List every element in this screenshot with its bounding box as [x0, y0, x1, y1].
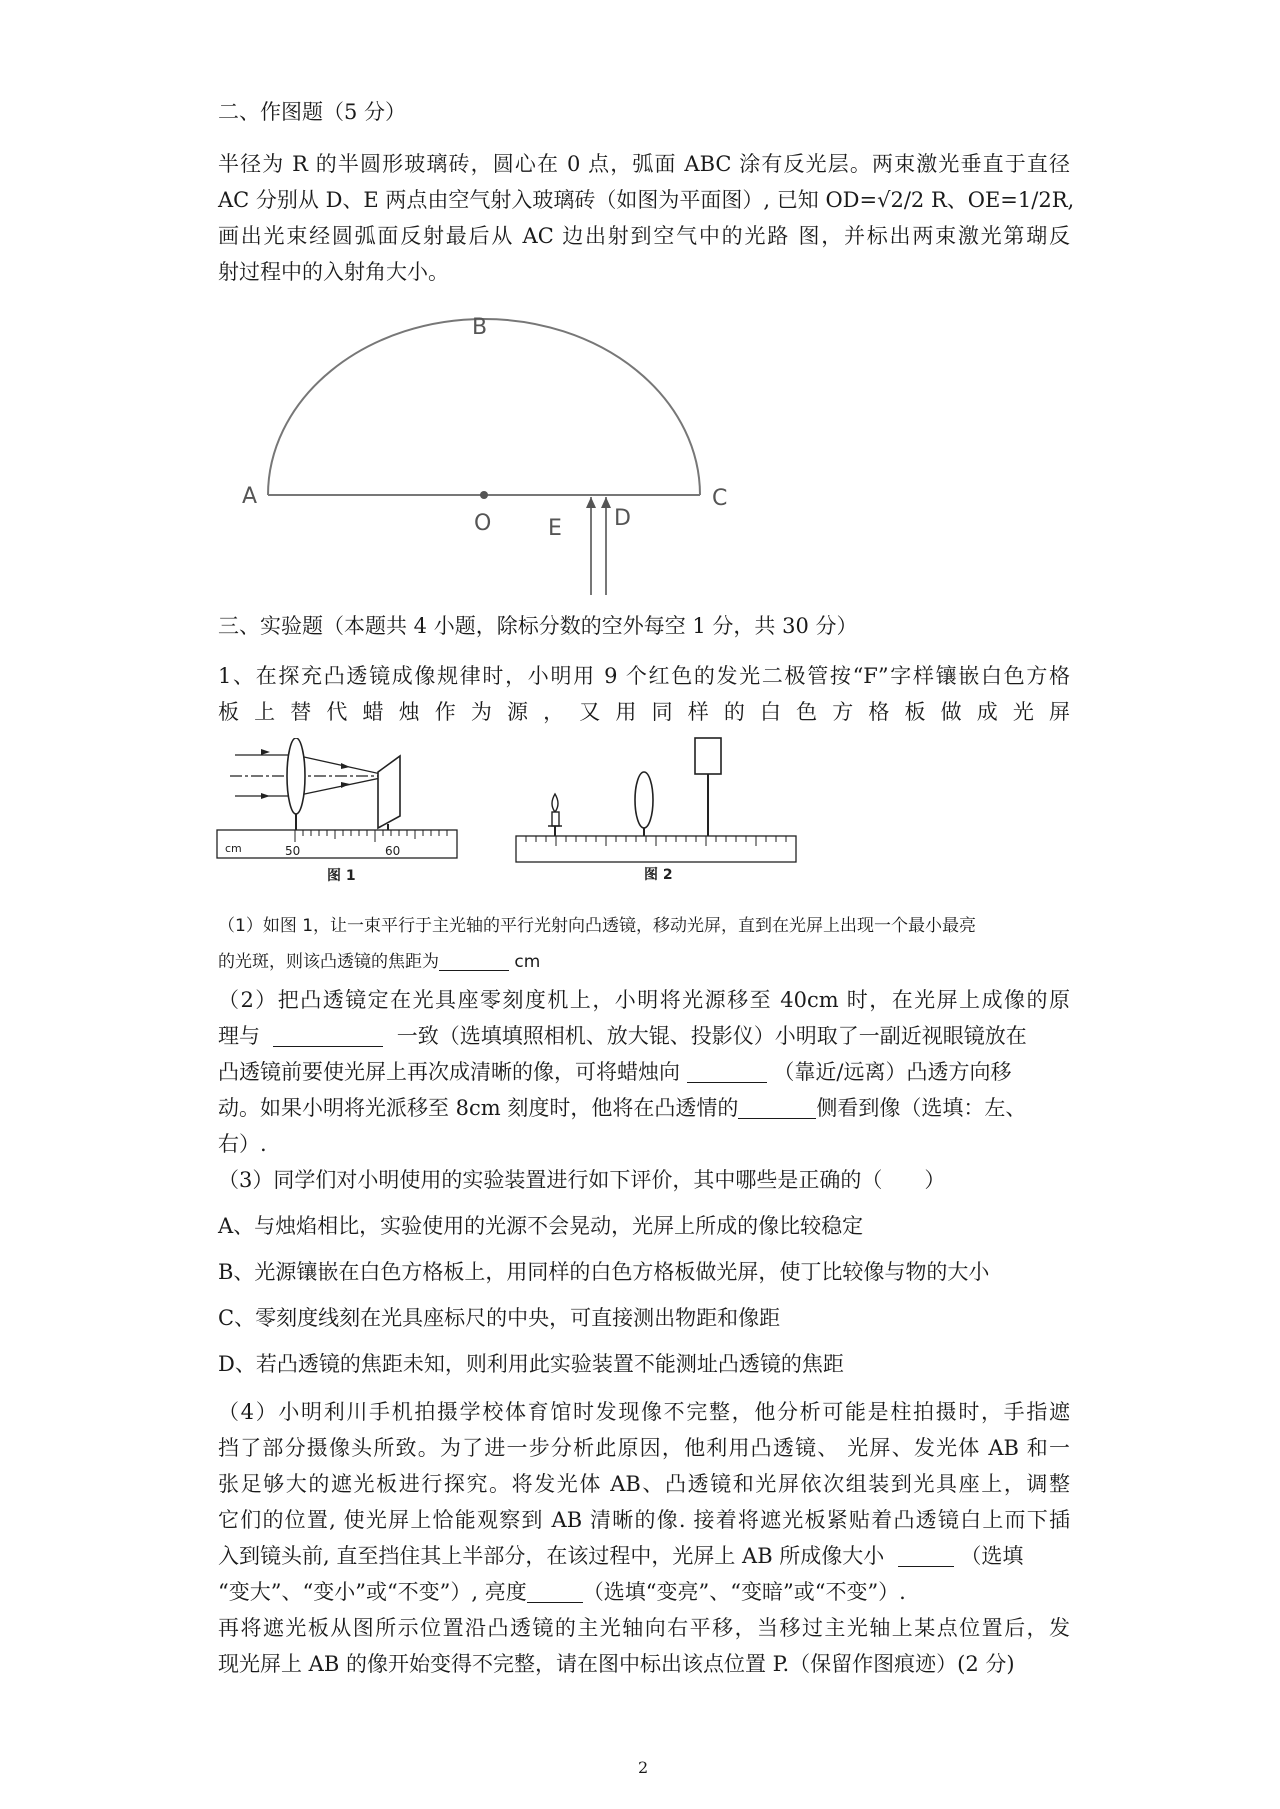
p1-line-2 — [218, 948, 540, 976]
label-a: A — [242, 484, 258, 509]
section2-line-1: 半径为 R 的半圆形玻璃砖，圆心在 0 点，弧面 ABC 涂有反光层。两束激光垂直于直径 — [218, 152, 1070, 176]
section2-line-2: AC 分别从 D、E 两点由空气射入玻璃砖（如图为平面图）, 已知 OD=√2/2 R、OE=1/2R, — [218, 188, 1075, 212]
p4-line-5: 入到镜头前, 直至挡住其上半部分，在该过程中，光屏上 AB 所成像大小 （选填 — [218, 1544, 1024, 1568]
p3-option-b[interactable]: B、光源镶嵌在白色方格板上，用同样的白色方格板做光屏，使丁比较像与物的大小 — [218, 1260, 990, 1284]
p4-line-3: 张足够大的遮光板进行探究。将发光体 AB、凸透镜和光屏依次组装到光具座上，调整 — [218, 1472, 1070, 1496]
answer-blank-brightness[interactable] — [527, 1582, 583, 1603]
figure-1 — [215, 738, 465, 886]
p4-line-1: （4）小明利川手机拍摄学校体育馆时发现像不完整，他分析可能是柱拍摄时，手指遮 — [218, 1400, 1070, 1424]
optical-bench — [217, 830, 457, 858]
p2-line-3: 凸透镜前要使光屏上再次成清晰的像，可将蜡烛向 （靠近/远离）凸透方向移 — [218, 1060, 1012, 1084]
p1-text: 的光斑，则该凸透镜的焦距为 — [218, 952, 439, 972]
unit-label: cm — [225, 842, 242, 855]
p4-line-4: 它们的位置, 使光屏上恰能观察到 AB 清晰的像. 接着将遮光板紧贴着凸透镜白上而下插 — [218, 1508, 1070, 1532]
candle-flame — [552, 794, 558, 812]
p3-option-c[interactable]: C、零刻度线刻在光具座标尺的中央，可直接测出物距和像距 — [218, 1306, 781, 1330]
p2-line-1: （2）把凸透镜定在光具座零刻度机上，小明将光源移至 40cm 时，在光屏上成像的原 — [218, 988, 1070, 1012]
p3-stem: （3）同学们对小明使用的实验装置进行如下评价，其中哪些是正确的（ ） — [218, 1168, 946, 1192]
screen-2 — [695, 738, 721, 774]
p3-option-a[interactable]: A、与烛焰相比，实验使用的光源不会晃动，光屏上所成的像比较稳定 — [218, 1214, 864, 1238]
section2-heading: 二、作图题（5 分） — [218, 100, 407, 124]
q1-line-2: 板上替代蜡烛作为源，又用同样的白色方格板做成光屏 — [218, 700, 1070, 724]
light-screen — [378, 756, 400, 828]
p3-option-d[interactable]: D、若凸透镜的焦距未知，则利用此实验装置不能测址凸透镜的焦距 — [218, 1352, 844, 1376]
semicircle-figure — [230, 305, 750, 605]
convex-lens — [287, 738, 305, 814]
p2-line-2: 理与 一致（选填填照相机、放大锟、投影仪）小明取了一副近视眼镜放在 — [218, 1024, 1027, 1048]
answer-blank-focal[interactable] — [439, 950, 509, 971]
tick-50: 50 — [285, 844, 301, 858]
q1-line-1: 1、在探充凸透镜成像规律时，小明用 9 个红色的发光二极管按“F”字样镶嵌白色方格 — [218, 664, 1070, 688]
p1-unit: cm — [514, 952, 541, 972]
lens-2 — [635, 772, 653, 828]
answer-blank-device[interactable] — [273, 1026, 383, 1047]
figure-1-caption: 图 1 — [327, 868, 356, 884]
arc-abc — [268, 319, 700, 495]
candle-body — [552, 812, 559, 826]
figure-2-caption: 图 2 — [644, 867, 673, 882]
section2-line-3: 画出光束经圆弧面反射最后从 AC 边出射到空气中的光路 图，并标出两束激光第瑚反 — [218, 224, 1070, 248]
label-d: D — [614, 506, 631, 531]
p4-line-8: 现光屏上 AB 的像开始变得不完整，请在图中标出该点位置 P.（保留作图痕迹）(2 分) — [218, 1652, 1015, 1676]
answer-blank-size[interactable] — [898, 1546, 954, 1567]
section3-heading: 三、实验题（本题共 4 小题，除标分数的空外每空 1 分，共 30 分） — [218, 614, 858, 638]
label-b: B — [472, 315, 488, 340]
p2-line-5: 右）. — [218, 1132, 267, 1156]
answer-blank-direction[interactable] — [687, 1062, 767, 1083]
section2-line-4: 射过程中的入射角大小。 — [218, 260, 449, 284]
label-o: O — [474, 511, 492, 536]
p2-line-4: 动。如果小明将光派移至 8cm 刻度时，他将在凸透情的 侧看到像（选填：左、 — [218, 1096, 1027, 1120]
p1-line-1: （1）如图 1，让一束平行于主光轴的平行光射向凸透镜，移动光屏，直到在光屏上出现一个最小最亮 — [218, 916, 977, 936]
center-point-o — [480, 491, 488, 499]
answer-blank-side[interactable] — [738, 1098, 816, 1119]
label-c: C — [712, 486, 728, 511]
label-e: E — [548, 516, 562, 541]
page-number: 2 — [638, 1758, 649, 1777]
p4-line-2: 挡了部分摄像头所致。为了进一步分析此原因，他利用凸透镜、 光屏、发光体 AB 和一 — [218, 1436, 1070, 1460]
tick-60: 60 — [385, 844, 401, 858]
p4-line-7: 再将遮光板从图所示位置沿凸透镜的主光轴向右平移，当移过主光轴上某点位置后，发 — [218, 1616, 1070, 1640]
ray-e-arrow — [586, 497, 596, 508]
p4-line-6: “变大”、“变小”或“不变”）, 亮度 （选填“变亮”、“变暗”或“不变”）. — [218, 1580, 906, 1604]
ray-d-arrow — [601, 497, 611, 508]
figure-2 — [512, 732, 802, 882]
